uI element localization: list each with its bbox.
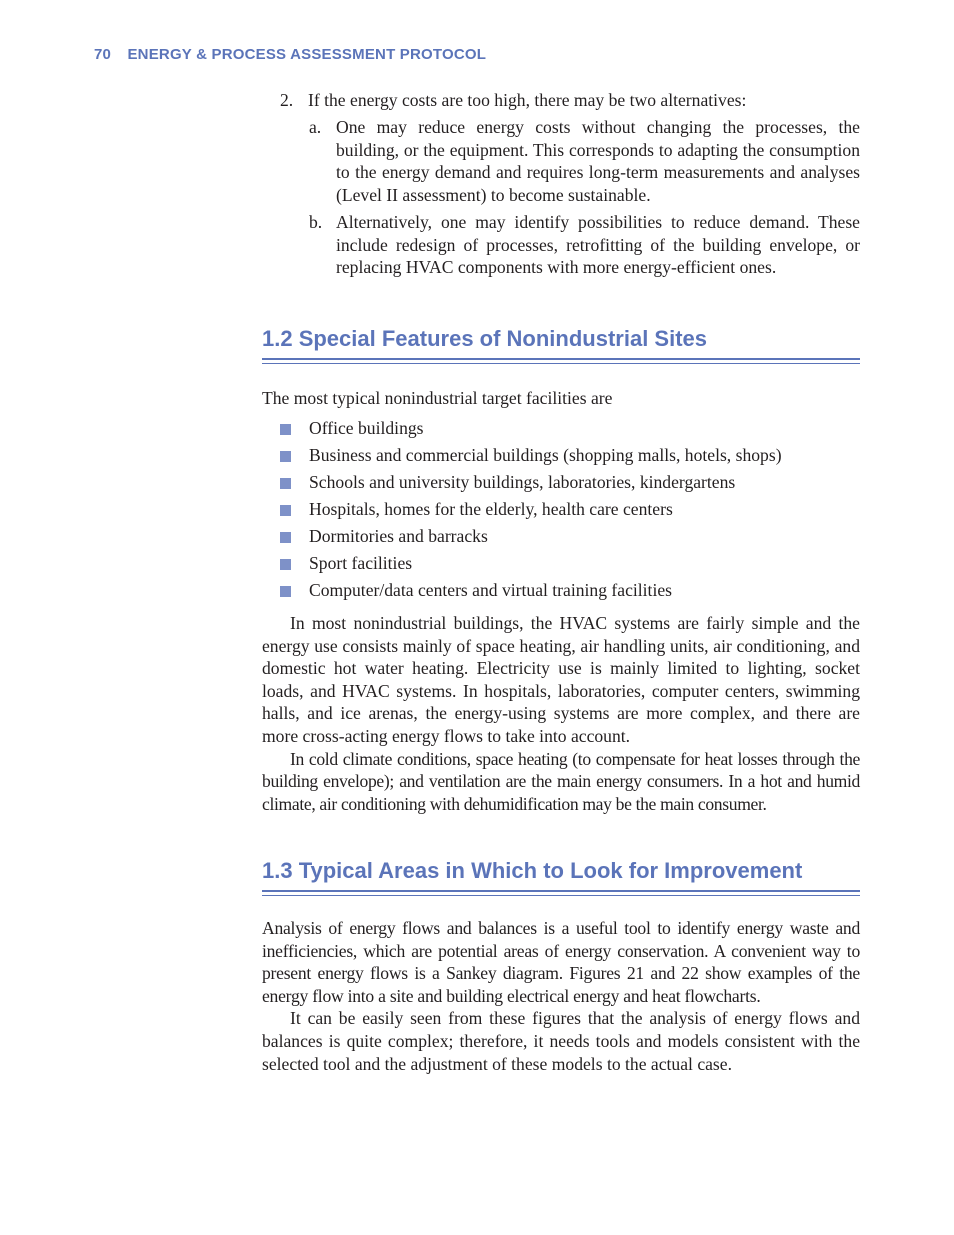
sub-list-text: Alternatively, one may identify possibilities to reduce demand. These include redesign of processes, retrofitting of the building envelope, or replacing HVAC components with more energy-efficient ones. bbox=[336, 212, 860, 278]
facility-list bbox=[280, 415, 860, 604]
heading-text: 1.2 Special Features of Nonindustrial Sites bbox=[262, 326, 708, 351]
sub-list-item-a bbox=[309, 116, 860, 206]
running-header bbox=[94, 46, 486, 63]
section-heading-1-2 bbox=[262, 326, 860, 352]
bullet-square-icon bbox=[280, 505, 291, 516]
bullet-square-icon bbox=[280, 532, 291, 543]
section-intro: The most typical nonindustrial target facilities are bbox=[262, 388, 613, 408]
list-item: Hospitals, homes for the elderly, health care centers bbox=[280, 496, 860, 523]
bullet-square-icon bbox=[280, 478, 291, 489]
book-title: ENERGY & PROCESS ASSESSMENT PROTOCOL bbox=[127, 46, 487, 63]
section-body bbox=[262, 612, 860, 815]
list-item: Dormitories and barracks bbox=[280, 523, 860, 550]
bullet-square-icon bbox=[280, 424, 291, 435]
paragraph: In cold climate conditions, space heating (to compensate for heat losses through the building envelope); and ventilation are the main energy consumers. In a hot and humid climate, air conditioning with dehumidification may be the main consumer. bbox=[262, 748, 860, 814]
list-item: Business and commercial buildings (shopping malls, hotels, shops) bbox=[280, 442, 860, 469]
list-marker: 2. bbox=[280, 90, 294, 110]
heading-rule bbox=[262, 363, 860, 364]
sub-list-marker: a. bbox=[309, 117, 322, 137]
bullet-square-icon bbox=[280, 586, 291, 597]
paragraph: In most nonindustrial buildings, the HVAC systems are fairly simple and the energy use consists mainly of space heating, air handling units, air conditioning, and domestic hot water heating. Electricity use is mainly limited to lighting, socket loads, and HVAC systems. In hospitals, laboratories, computer centers, swimming halls, and ice arenas, the energy-using systems are more complex, and there are more cross-acting energy flows to take into account. bbox=[262, 613, 860, 746]
heading-rule bbox=[262, 358, 860, 360]
heading-rule bbox=[262, 895, 860, 896]
paragraph: Analysis of energy flows and balances is a useful tool to identify energy waste and inefficiencies, which are potential areas of energy conservation. A convenient way to present energy flows is a Sankey diagram. Figures 21 and 22 show examples of the energy flow into a site and building electrical energy and heat flowcharts. bbox=[262, 918, 860, 1006]
section-heading-1-3 bbox=[262, 858, 860, 884]
paragraph: It can be easily seen from these figures that the analysis of energy flows and balances is quite complex; therefore, it needs tools and models consistent with the selected tool and the adjustment of these models to the actual case. bbox=[262, 1008, 860, 1074]
list-item: Sport facilities bbox=[280, 550, 860, 577]
list-item: Computer/data centers and virtual training facilities bbox=[280, 577, 860, 604]
page-number: 70 bbox=[94, 46, 112, 63]
section-body bbox=[262, 917, 860, 1075]
sub-list-item-b bbox=[309, 211, 860, 279]
list-item-text: If the energy costs are too high, there may be two alternatives: bbox=[308, 90, 747, 110]
sub-list-marker: b. bbox=[309, 212, 323, 232]
heading-rule bbox=[262, 890, 860, 892]
bullet-square-icon bbox=[280, 559, 291, 570]
heading-text: 1.3 Typical Areas in Which to Look for Improvement bbox=[262, 858, 803, 883]
numbered-list-item bbox=[280, 89, 860, 112]
list-item: Schools and university buildings, laboratories, kindergartens bbox=[280, 469, 860, 496]
list-item: Office buildings bbox=[280, 415, 860, 442]
sub-list-text: One may reduce energy costs without changing the processes, the building, or the equipment. This corresponds to adapting the consumption to the energy demand and requires long-term measurements and analyses (Level II assessment) to become sustainable. bbox=[336, 117, 860, 205]
bullet-square-icon bbox=[280, 451, 291, 462]
